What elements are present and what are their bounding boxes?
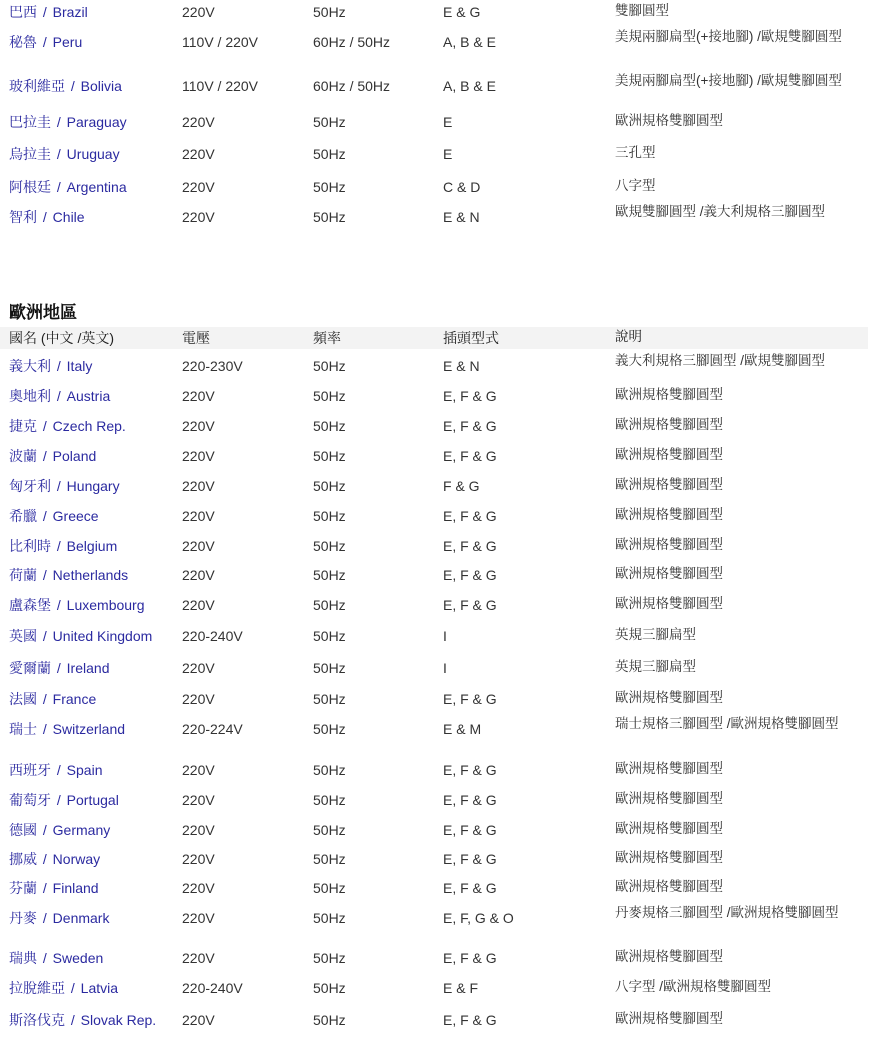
country-cell bbox=[9, 508, 99, 525]
header-note: 說明 bbox=[615, 329, 642, 344]
country-separator: / bbox=[53, 358, 65, 374]
country-name-en: Slovak Rep. bbox=[80, 1012, 157, 1028]
voltage-cell: 220-240V bbox=[182, 628, 243, 644]
country-separator: / bbox=[53, 762, 65, 778]
voltage-cell: 220V bbox=[182, 538, 215, 554]
note-cell: 歐規雙腳圓型 /義大利規格三腳圓型 bbox=[615, 204, 826, 219]
plug-type-cell: E, F & G bbox=[443, 597, 497, 613]
country-separator: / bbox=[39, 34, 51, 50]
voltage-cell: 220-240V bbox=[182, 980, 243, 996]
frequency-cell: 50Hz bbox=[313, 597, 346, 613]
plug-type-cell: E & G bbox=[443, 4, 481, 20]
country-name-en: Paraguay bbox=[66, 114, 127, 130]
country-name-en: Finland bbox=[52, 880, 99, 896]
country-name-zh: 捷克 bbox=[9, 418, 37, 434]
country-separator: / bbox=[53, 538, 65, 554]
country-name-zh: 荷蘭 bbox=[9, 567, 37, 583]
country-cell bbox=[9, 851, 100, 868]
plug-type-cell: E, F & G bbox=[443, 448, 497, 464]
country-cell bbox=[9, 448, 96, 465]
header-plug: 插頭型式 bbox=[443, 330, 499, 346]
note-cell: 丹麥規格三腳圓型 /歐洲規格雙腳圓型 bbox=[615, 905, 839, 920]
country-name-en: Spain bbox=[66, 762, 103, 778]
country-name-en: Brazil bbox=[52, 4, 88, 20]
plug-type-cell: A, B & E bbox=[443, 78, 496, 94]
note-cell: 歐洲規格雙腳圓型 bbox=[615, 949, 723, 964]
note-cell: 歐洲規格雙腳圓型 bbox=[615, 387, 723, 402]
note-cell: 歐洲規格雙腳圓型 bbox=[615, 596, 723, 611]
country-name-en: Chile bbox=[52, 209, 85, 225]
frequency-cell: 50Hz bbox=[313, 146, 346, 162]
voltage-cell: 220V bbox=[182, 418, 215, 434]
frequency-cell: 50Hz bbox=[313, 448, 346, 464]
frequency-cell: 50Hz bbox=[313, 508, 346, 524]
country-name-zh: 奧地利 bbox=[9, 388, 51, 404]
country-separator: / bbox=[53, 478, 65, 494]
plug-type-cell: E, F & G bbox=[443, 880, 497, 896]
country-separator: / bbox=[39, 691, 51, 707]
voltage-cell: 220-224V bbox=[182, 721, 243, 737]
frequency-cell: 50Hz bbox=[313, 1012, 346, 1028]
country-name-zh: 秘魯 bbox=[9, 34, 37, 50]
voltage-cell: 220V bbox=[182, 388, 215, 404]
frequency-cell: 50Hz bbox=[313, 910, 346, 926]
country-cell bbox=[9, 78, 122, 95]
note-cell: 英規三腳扁型 bbox=[615, 659, 696, 674]
frequency-cell: 50Hz bbox=[313, 822, 346, 838]
plug-type-cell: I bbox=[443, 660, 447, 676]
country-name-zh: 阿根廷 bbox=[9, 179, 51, 195]
country-name-zh: 希臘 bbox=[9, 508, 37, 524]
frequency-cell: 50Hz bbox=[313, 179, 346, 195]
country-cell bbox=[9, 538, 117, 555]
note-cell: 歐洲規格雙腳圓型 bbox=[615, 1011, 723, 1026]
country-name-zh: 葡萄牙 bbox=[9, 792, 51, 808]
country-name-en: Latvia bbox=[80, 980, 119, 996]
note-cell: 美規兩腳扁型(+接地腳) /歐規雙腳圓型 bbox=[615, 29, 842, 44]
country-cell bbox=[9, 950, 103, 967]
frequency-cell: 50Hz bbox=[313, 880, 346, 896]
plug-type-cell: E & F bbox=[443, 980, 479, 996]
frequency-cell: 50Hz bbox=[313, 950, 346, 966]
note-cell: 八字型 /歐洲規格雙腳圓型 bbox=[615, 979, 772, 994]
plug-type-cell: E, F & G bbox=[443, 762, 497, 778]
frequency-cell: 50Hz bbox=[313, 538, 346, 554]
voltage-cell: 220V bbox=[182, 114, 215, 130]
note-cell: 歐洲規格雙腳圓型 bbox=[615, 821, 723, 836]
country-separator: / bbox=[67, 78, 79, 94]
country-separator: / bbox=[39, 567, 51, 583]
country-name-en: Netherlands bbox=[52, 567, 129, 583]
country-separator: / bbox=[53, 114, 65, 130]
plug-type-cell: F & G bbox=[443, 478, 480, 494]
country-separator: / bbox=[39, 4, 51, 20]
country-name-en: Poland bbox=[52, 448, 97, 464]
voltage-cell: 220V bbox=[182, 660, 215, 676]
voltage-cell: 220V bbox=[182, 950, 215, 966]
frequency-cell: 50Hz bbox=[313, 209, 346, 225]
voltage-cell: 220V bbox=[182, 1012, 215, 1028]
frequency-cell: 50Hz bbox=[313, 628, 346, 644]
country-cell bbox=[9, 418, 126, 435]
country-name-zh: 芬蘭 bbox=[9, 880, 37, 896]
country-name-zh: 匈牙利 bbox=[9, 478, 51, 494]
country-separator: / bbox=[39, 508, 51, 524]
country-separator: / bbox=[67, 980, 79, 996]
country-name-en: Norway bbox=[52, 851, 101, 867]
voltage-cell: 220V bbox=[182, 880, 215, 896]
frequency-cell: 50Hz bbox=[313, 980, 346, 996]
country-name-en: Uruguay bbox=[66, 146, 120, 162]
country-cell bbox=[9, 358, 92, 375]
country-cell bbox=[9, 980, 118, 997]
plug-type-cell: E, F & G bbox=[443, 950, 497, 966]
country-name-zh: 愛爾蘭 bbox=[9, 660, 51, 676]
country-name-en: Argentina bbox=[66, 179, 127, 195]
country-cell bbox=[9, 660, 109, 677]
country-cell bbox=[9, 597, 145, 614]
country-name-zh: 德國 bbox=[9, 822, 37, 838]
plug-type-cell: E, F & G bbox=[443, 508, 497, 524]
note-cell: 三孔型 bbox=[615, 145, 656, 160]
plug-type-cell: E, F, G & O bbox=[443, 910, 514, 926]
country-cell bbox=[9, 567, 128, 584]
country-name-en: Greece bbox=[52, 508, 99, 524]
note-cell: 歐洲規格雙腳圓型 bbox=[615, 791, 723, 806]
voltage-cell: 220V bbox=[182, 691, 215, 707]
header-country: 國名 (中文 /英文) bbox=[9, 330, 114, 346]
plug-type-cell: E, F & G bbox=[443, 822, 497, 838]
country-name-en: France bbox=[52, 691, 97, 707]
frequency-cell: 50Hz bbox=[313, 660, 346, 676]
country-name-zh: 巴拉圭 bbox=[9, 114, 51, 130]
frequency-cell: 60Hz / 50Hz bbox=[313, 78, 391, 94]
country-name-en: Bolivia bbox=[80, 78, 122, 94]
country-separator: / bbox=[53, 660, 65, 676]
country-name-en: Czech Rep. bbox=[52, 418, 126, 434]
country-cell bbox=[9, 478, 120, 495]
country-name-zh: 比利時 bbox=[9, 538, 51, 554]
note-cell: 歐洲規格雙腳圓型 bbox=[615, 690, 723, 705]
country-separator: / bbox=[39, 822, 51, 838]
voltage-cell: 220V bbox=[182, 448, 215, 464]
plug-type-cell: I bbox=[443, 628, 447, 644]
country-name-zh: 斯洛伐克 bbox=[9, 1012, 65, 1028]
frequency-cell: 50Hz bbox=[313, 851, 346, 867]
voltage-cell: 220-230V bbox=[182, 358, 243, 374]
country-cell bbox=[9, 388, 110, 405]
country-name-zh: 西班牙 bbox=[9, 762, 51, 778]
note-cell: 歐洲規格雙腳圓型 bbox=[615, 537, 723, 552]
voltage-cell: 220V bbox=[182, 567, 215, 583]
header-voltage: 電壓 bbox=[182, 330, 210, 346]
country-name-en: Belgium bbox=[66, 538, 118, 554]
voltage-cell: 220V bbox=[182, 146, 215, 162]
country-name-zh: 玻利維亞 bbox=[9, 78, 65, 94]
country-separator: / bbox=[53, 179, 65, 195]
voltage-cell: 110V / 220V bbox=[182, 34, 259, 50]
country-name-en: Austria bbox=[66, 388, 111, 404]
plug-type-cell: A, B & E bbox=[443, 34, 496, 50]
note-cell: 歐洲規格雙腳圓型 bbox=[615, 113, 723, 128]
country-separator: / bbox=[39, 418, 51, 434]
voltage-cell: 110V / 220V bbox=[182, 78, 259, 94]
country-cell bbox=[9, 691, 96, 708]
country-name-en: Peru bbox=[52, 34, 83, 50]
voltage-cell: 220V bbox=[182, 508, 215, 524]
country-name-en: Italy bbox=[66, 358, 93, 374]
country-cell bbox=[9, 34, 82, 51]
country-separator: / bbox=[53, 792, 65, 808]
note-cell: 雙腳圓型 bbox=[615, 3, 669, 18]
frequency-cell: 50Hz bbox=[313, 691, 346, 707]
country-name-zh: 丹麥 bbox=[9, 910, 37, 926]
country-cell bbox=[9, 762, 102, 779]
frequency-cell: 50Hz bbox=[313, 721, 346, 737]
frequency-cell: 50Hz bbox=[313, 4, 346, 20]
country-separator: / bbox=[53, 597, 65, 613]
country-name-zh: 法國 bbox=[9, 691, 37, 707]
country-name-zh: 烏拉圭 bbox=[9, 146, 51, 162]
country-name-zh: 瑞典 bbox=[9, 950, 37, 966]
plug-type-cell: E, F & G bbox=[443, 538, 497, 554]
country-cell bbox=[9, 4, 88, 21]
country-cell bbox=[9, 628, 152, 645]
plug-type-cell: E bbox=[443, 114, 453, 130]
plug-type-cell: E bbox=[443, 146, 453, 162]
country-cell bbox=[9, 209, 85, 226]
country-name-en: Sweden bbox=[52, 950, 104, 966]
country-name-en: United Kingdom bbox=[52, 628, 153, 644]
note-cell: 歐洲規格雙腳圓型 bbox=[615, 879, 723, 894]
frequency-cell: 50Hz bbox=[313, 762, 346, 778]
voltage-cell: 220V bbox=[182, 179, 215, 195]
note-cell: 八字型 bbox=[615, 178, 656, 193]
note-cell: 歐洲規格雙腳圓型 bbox=[615, 417, 723, 432]
country-name-en: Germany bbox=[52, 822, 111, 838]
country-name-zh: 挪威 bbox=[9, 851, 37, 867]
country-name-en: Portugal bbox=[66, 792, 119, 808]
voltage-cell: 220V bbox=[182, 4, 215, 20]
plug-type-cell: E, F & G bbox=[443, 792, 497, 808]
plug-type-cell: E & M bbox=[443, 721, 482, 737]
plug-type-cell: E, F & G bbox=[443, 388, 497, 404]
note-cell: 義大利規格三腳圓型 /歐規雙腳圓型 bbox=[615, 353, 826, 368]
country-name-en: Hungary bbox=[66, 478, 120, 494]
frequency-cell: 50Hz bbox=[313, 567, 346, 583]
voltage-cell: 220V bbox=[182, 762, 215, 778]
note-cell: 歐洲規格雙腳圓型 bbox=[615, 761, 723, 776]
country-separator: / bbox=[39, 851, 51, 867]
country-name-en: Denmark bbox=[52, 910, 110, 926]
plug-type-cell: E & N bbox=[443, 209, 480, 225]
frequency-cell: 60Hz / 50Hz bbox=[313, 34, 391, 50]
note-cell: 歐洲規格雙腳圓型 bbox=[615, 507, 723, 522]
country-cell bbox=[9, 179, 127, 196]
voltage-cell: 220V bbox=[182, 822, 215, 838]
frequency-cell: 50Hz bbox=[313, 792, 346, 808]
frequency-cell: 50Hz bbox=[313, 418, 346, 434]
voltage-cell: 220V bbox=[182, 478, 215, 494]
note-cell: 歐洲規格雙腳圓型 bbox=[615, 566, 723, 581]
europe-section-title: 歐洲地區 bbox=[9, 303, 77, 323]
frequency-cell: 50Hz bbox=[313, 358, 346, 374]
plug-type-cell: E & N bbox=[443, 358, 480, 374]
plug-type-cell: E, F & G bbox=[443, 851, 497, 867]
country-cell bbox=[9, 822, 110, 839]
country-cell bbox=[9, 146, 120, 163]
country-name-zh: 智利 bbox=[9, 209, 37, 225]
country-separator: / bbox=[39, 209, 51, 225]
country-cell bbox=[9, 880, 99, 897]
voltage-cell: 220V bbox=[182, 910, 215, 926]
country-cell bbox=[9, 792, 119, 809]
country-separator: / bbox=[39, 880, 51, 896]
frequency-cell: 50Hz bbox=[313, 388, 346, 404]
header-frequency: 頻率 bbox=[313, 330, 341, 346]
country-separator: / bbox=[39, 721, 51, 737]
note-cell: 歐洲規格雙腳圓型 bbox=[615, 447, 723, 462]
country-separator: / bbox=[39, 910, 51, 926]
note-cell: 美規兩腳扁型(+接地腳) /歐規雙腳圓型 bbox=[615, 73, 842, 88]
plug-type-cell: E, F & G bbox=[443, 567, 497, 583]
voltage-cell: 220V bbox=[182, 851, 215, 867]
country-name-en: Switzerland bbox=[52, 721, 126, 737]
voltage-cell: 220V bbox=[182, 792, 215, 808]
country-cell bbox=[9, 1012, 156, 1029]
note-cell: 瑞士規格三腳圓型 /歐洲規格雙腳圓型 bbox=[615, 716, 839, 731]
country-separator: / bbox=[39, 628, 51, 644]
voltage-cell: 220V bbox=[182, 209, 215, 225]
country-name-zh: 盧森堡 bbox=[9, 597, 51, 613]
country-cell bbox=[9, 721, 125, 738]
country-name-en: Luxembourg bbox=[66, 597, 145, 613]
country-name-zh: 義大利 bbox=[9, 358, 51, 374]
country-cell bbox=[9, 114, 127, 131]
note-cell: 英規三腳扁型 bbox=[615, 627, 696, 642]
plug-type-cell: E, F & G bbox=[443, 691, 497, 707]
plug-type-cell: C & D bbox=[443, 179, 481, 195]
country-separator: / bbox=[53, 146, 65, 162]
country-name-zh: 拉脫維亞 bbox=[9, 980, 65, 996]
country-name-zh: 瑞士 bbox=[9, 721, 37, 737]
frequency-cell: 50Hz bbox=[313, 114, 346, 130]
country-separator: / bbox=[39, 448, 51, 464]
country-name-en: Ireland bbox=[66, 660, 110, 676]
country-name-zh: 波蘭 bbox=[9, 448, 37, 464]
plug-type-cell: E, F & G bbox=[443, 418, 497, 434]
country-name-zh: 巴西 bbox=[9, 4, 37, 20]
note-cell: 歐洲規格雙腳圓型 bbox=[615, 477, 723, 492]
country-separator: / bbox=[39, 950, 51, 966]
country-name-zh: 英國 bbox=[9, 628, 37, 644]
country-separator: / bbox=[53, 388, 65, 404]
plug-type-cell: E, F & G bbox=[443, 1012, 497, 1028]
frequency-cell: 50Hz bbox=[313, 478, 346, 494]
country-cell bbox=[9, 910, 109, 927]
note-cell: 歐洲規格雙腳圓型 bbox=[615, 850, 723, 865]
country-separator: / bbox=[67, 1012, 79, 1028]
voltage-cell: 220V bbox=[182, 597, 215, 613]
